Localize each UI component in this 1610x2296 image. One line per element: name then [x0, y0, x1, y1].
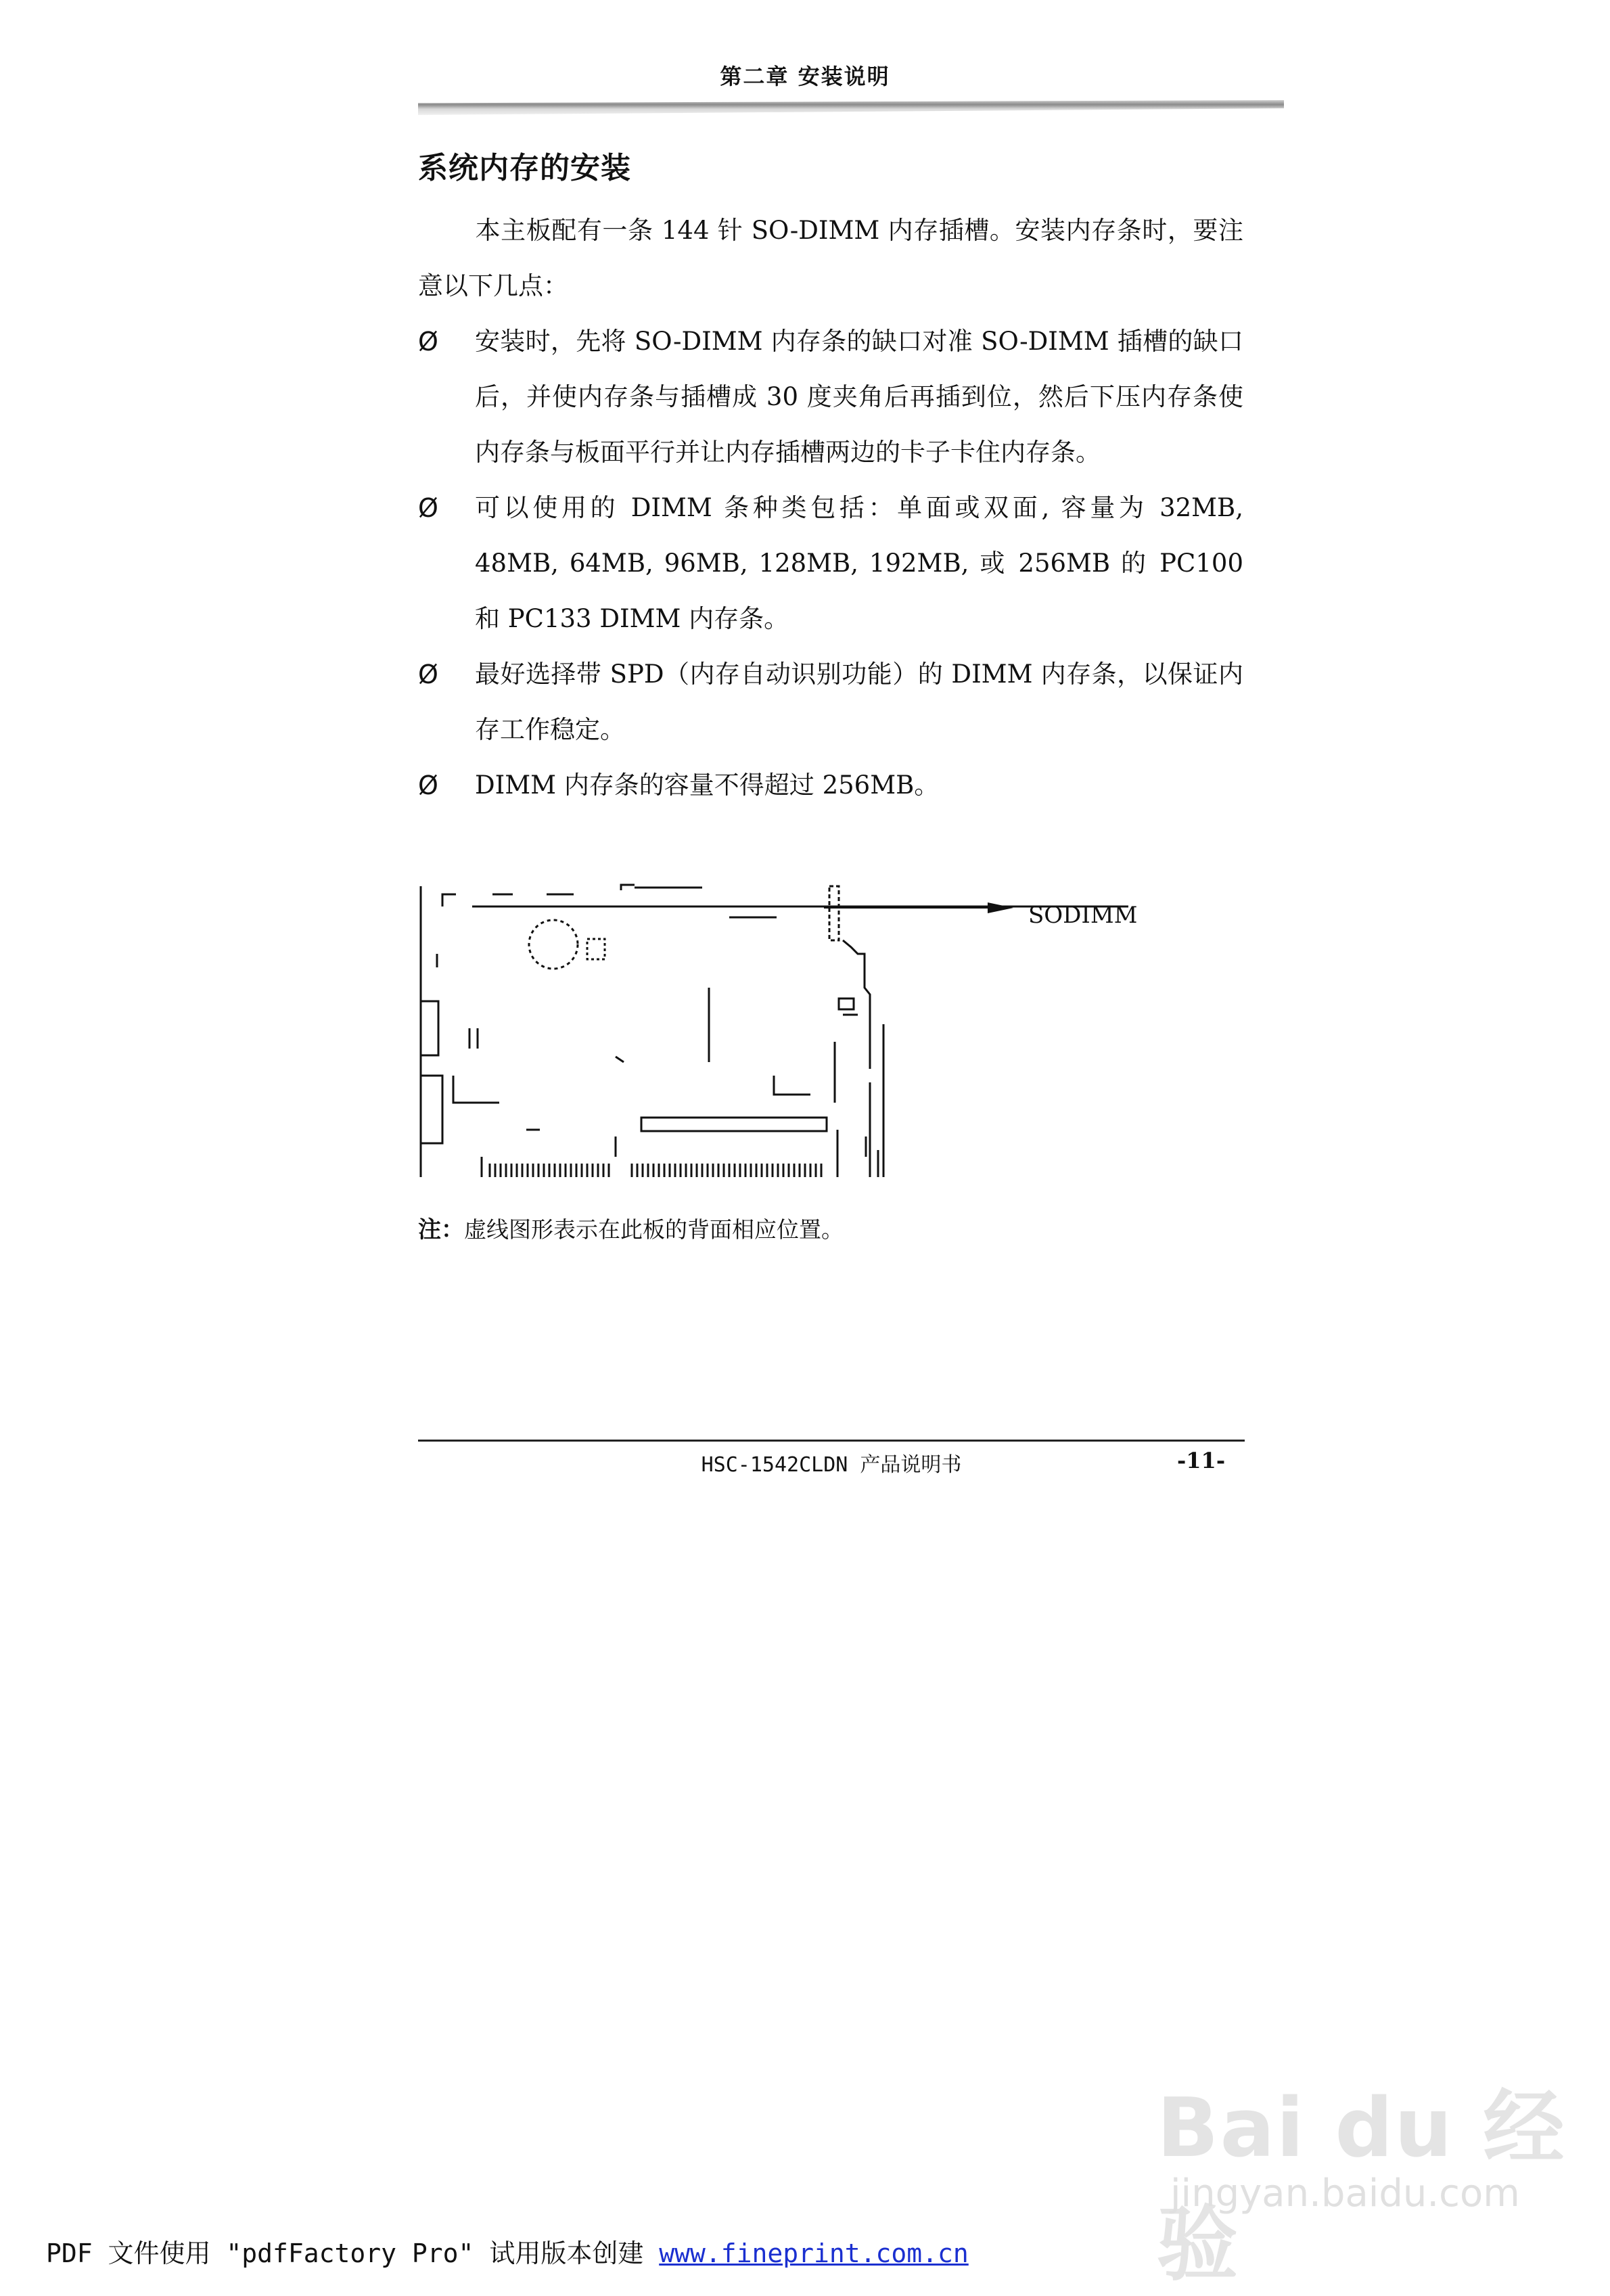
- list-item-text: DIMM 内存条的容量不得超过 256MB。: [475, 771, 940, 800]
- note-text: 虚线图形表示在此板的背面相应位置。: [464, 1216, 844, 1243]
- pdf-factory-notice: [46, 2232, 969, 2270]
- page-number: -11-: [1177, 1448, 1226, 1473]
- list-item: [418, 758, 1243, 813]
- header-rule: [418, 100, 1284, 115]
- footer-product: HSC-1542CLDN 产品说明书: [701, 1453, 962, 1477]
- footer-rule: [418, 1440, 1245, 1442]
- diagram-note: [418, 1211, 844, 1244]
- list-item: [418, 647, 1243, 758]
- bullet-icon: Ø: [418, 771, 438, 800]
- fineprint-link[interactable]: www.fineprint.com.cn: [659, 2238, 969, 2268]
- sodimm-callout-label: SODIMM: [1028, 902, 1138, 929]
- note-key: 注：: [418, 1216, 464, 1243]
- bullet-icon: Ø: [418, 327, 438, 357]
- bullet-list: [418, 314, 1243, 813]
- list-item: [418, 314, 1243, 480]
- pdf-notice-text: PDF 文件使用 "pdfFactory Pro" 试用版本创建: [46, 2238, 660, 2268]
- list-item-text: 最好选择带 SPD（内存自动识别功能）的 DIMM 内存条，以保证内存工作稳定。: [475, 660, 1243, 744]
- list-item-text: 安装时，先将 SO-DIMM 内存条的缺口对准 SO-DIMM 插槽的缺口后，并使内存条与插槽成 30 度夹角后再插到位，然后下压内存条使内存条与板面平行并让内存插槽两边的卡子卡住内存条。: [475, 327, 1243, 467]
- intro-paragraph: [418, 203, 1243, 314]
- bullet-icon: Ø: [418, 660, 438, 689]
- list-item: [418, 480, 1243, 647]
- bullet-icon: Ø: [418, 493, 438, 523]
- baidu-watermark-logo: Bai du 经验: [1157, 2082, 1566, 2292]
- chapter-header: 第二章 安装说明: [720, 64, 890, 89]
- baidu-watermark-url: jingyan.baidu.com: [1170, 2172, 1520, 2215]
- intro-text: 本主板配有一条 144 针 SO-DIMM 内存插槽。安装内存条时，要注意以下几点：: [418, 216, 1243, 300]
- list-item-text: 可以使用的 DIMM 条种类包括：单面或双面, 容量为 32MB, 48MB, 64MB, 96MB, 128MB, 192MB, 或 256MB 的 PC100 和 PC133 DIMM 内存条。: [475, 493, 1243, 633]
- section-title: 系统内存的安装: [418, 151, 631, 185]
